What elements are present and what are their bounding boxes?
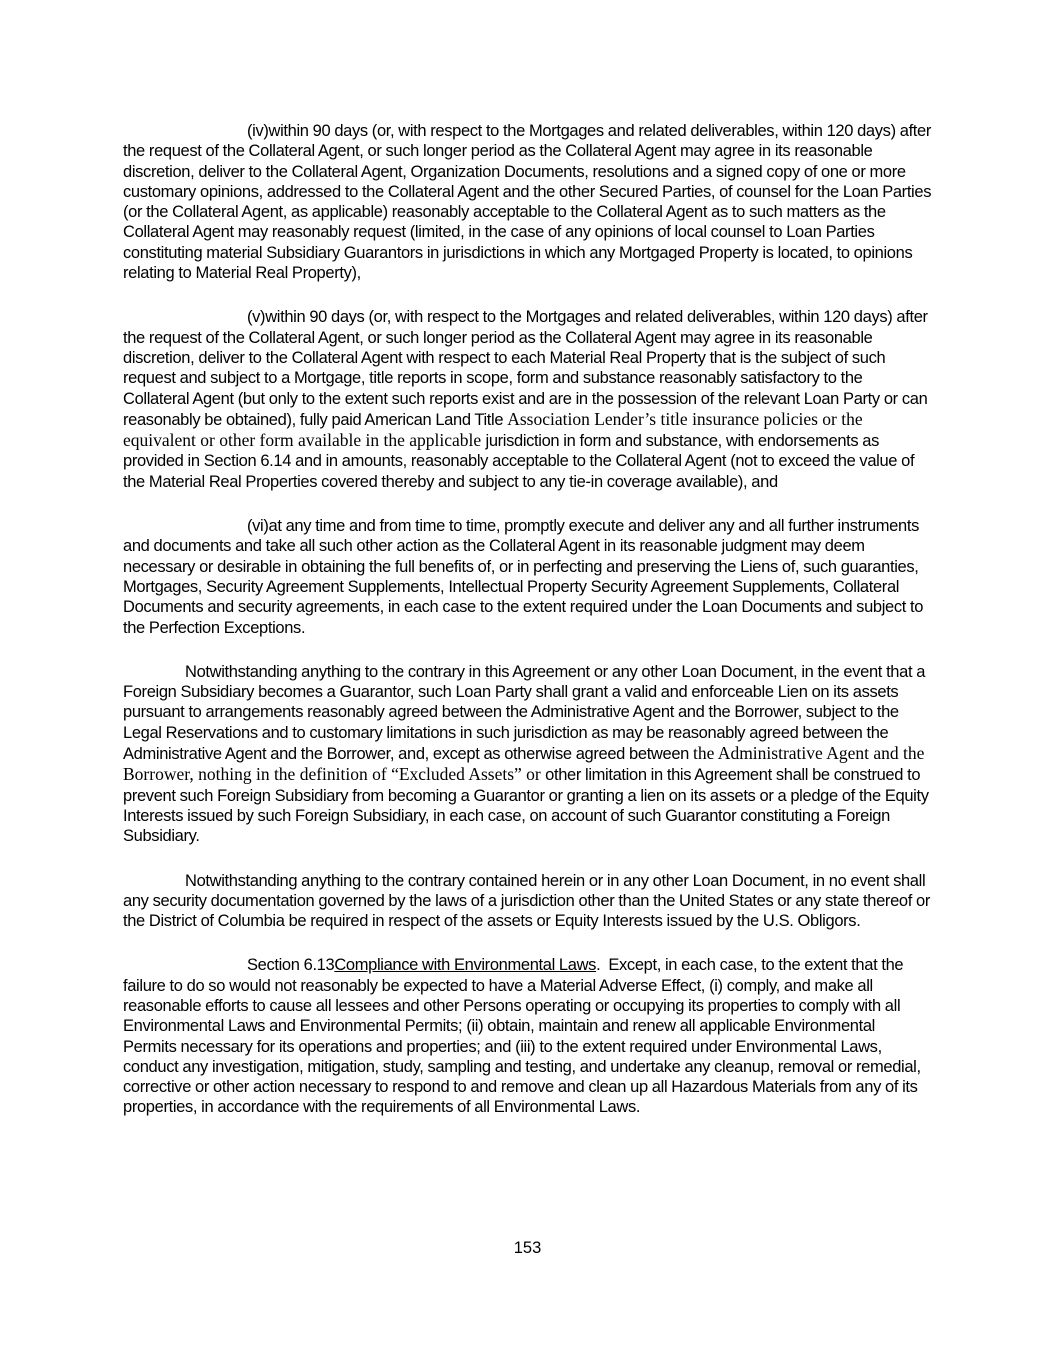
paragraph-para-us-obligors bbox=[123, 871, 932, 932]
section-heading-text: Compliance with Environmental Laws bbox=[334, 956, 597, 975]
paragraph-clause-iv bbox=[123, 121, 932, 283]
text-run: Notwithstanding anything to the contrary contained herein or in any other Loan Document, in no event shall any security documentation governed by the laws of a jurisdiction other than the United States or any state thereof or the District of Columbia be required in respect of the assets or Equity Interests issued by the U.S. Obligors. bbox=[123, 871, 930, 931]
paragraph-clause-vi bbox=[123, 516, 932, 638]
text-run: the Administrative Agent and the Borrower, nothing in the definition of “Excluded Assets” or bbox=[123, 743, 925, 785]
page-number: 153 bbox=[513, 1239, 542, 1257]
section-number-label: Section 6.13 bbox=[247, 956, 335, 975]
paragraph-para-foreign-subsidiary-guarantor bbox=[123, 662, 932, 847]
clause-number-label: (iv) bbox=[247, 122, 269, 140]
text-run: jurisdiction in form and substance, with endorsements as provided in Section 6.14 and in amounts, reasonably acceptable to the Collateral Agent (not to exceed the value of the Material Real Properties covered thereby and subject to any tie-in coverage available), and bbox=[123, 432, 915, 491]
text-run: Association Lender’s title insurance policies or the equivalent or other form available in the applicable bbox=[123, 408, 863, 451]
paragraph-section-6-13 bbox=[123, 955, 932, 1117]
text-run: . Except, in each case, to the extent that the failure to do so would not reasonably be expected to have a Material Adverse Effect, (i) comply, and make all reasonable efforts to cause all lessees and other Persons operating or occupying its properties to comply with all Environmental Laws and Environmental Permits; (ii) obtain, maintain and renew all applicable Environmental Permits necessary for its operations and properties; and (iii) to the extent required under Environmental Laws, conduct any investigation, mitigation, study, sampling and testing, and undertake any cleanup, removal or remedial, corrective or other action necessary to respond to and remove and clean up all Hazardous Materials from any of its properties, in accordance with the requirements of all Environmental Laws. bbox=[123, 956, 921, 1117]
page-content bbox=[123, 121, 932, 1118]
clause-number-label: (v) bbox=[247, 308, 266, 327]
clause-number-label: (vi) bbox=[247, 517, 269, 536]
paragraph-clause-v bbox=[123, 307, 932, 492]
text-run: other limitation in this Agreement shall be construed to prevent such Foreign Subsidiary from becoming a Guarantor or granting a lien on its assets or a pledge of the Equity Interests issued by such Foreign Subsidiary, in each case, on account of such Guarantor constituting a Foreign Subsidiary. bbox=[123, 766, 929, 846]
text-run: Notwithstanding anything to the contrary in this Agreement or any other Loan Document, in the event that a Foreign Subsidiary becomes a Guarantor, such Loan Party shall grant a valid and enforceable Lien on its assets pursuant to arrangements reasonably agreed between the Administrative Agent and the Borrower, subject to the Legal Reservations and to customary limitations in such jurisdiction as may be reasonably agreed between the Administrative Agent and the Borrower, and, except as otherwise agreed between bbox=[123, 662, 926, 764]
text-run: at any time and from time to time, promptly execute and deliver any and all further instruments and documents and take all such other action as the Collateral Agent in its reasonable judgment may deem necessary or desirable in obtaining the full benefits of, or in perfecting and preserving the Liens of, such guaranties, Mortgages, Security Agreement Supplements, Intellectual Property Security Agreement Supplements, Collateral Documents and security agreements, in each case to the extent required under the Loan Documents and subject to the Perfection Exceptions. bbox=[123, 517, 924, 637]
text-run: within 90 days (or, with respect to the Mortgages and related deliverables, within 120 days) after the request of the Collateral Agent, or such longer period as the Collateral Agent may agree in its reasonable discretion, deliver to the Collateral Agent, Organization Documents, resolutions and a signed copy of one or more customary opinions, addressed to the Collateral Agent and the other Secured Parties, of counsel for the Loan Parties (or the Collateral Agent, as applicable) reasonably acceptable to the Collateral Agent as to such matters as the Collateral Agent may reasonably request (limited, in the case of any opinions of local counsel to Loan Parties constituting material Subsidiary Guarantors in jurisdictions in which any Mortgaged Property is located, to opinions relating to Material Real Property), bbox=[123, 122, 932, 283]
text-run: within 90 days (or, with respect to the Mortgages and related deliverables, within 120 days) after the request of the Collateral Agent, or such longer period as the Collateral Agent may agree in its reasonable discretion, deliver to the Collateral Agent with respect to each Material Real Property that is the subject of such request and subject to a Mortgage, title reports in scope, form and substance reasonably satisfactory to the Collateral Agent (but only to the extent such reports exist and are in the possession of the relevant Loan Party or can reasonably be obtained), fully paid American Land Title bbox=[123, 308, 928, 429]
